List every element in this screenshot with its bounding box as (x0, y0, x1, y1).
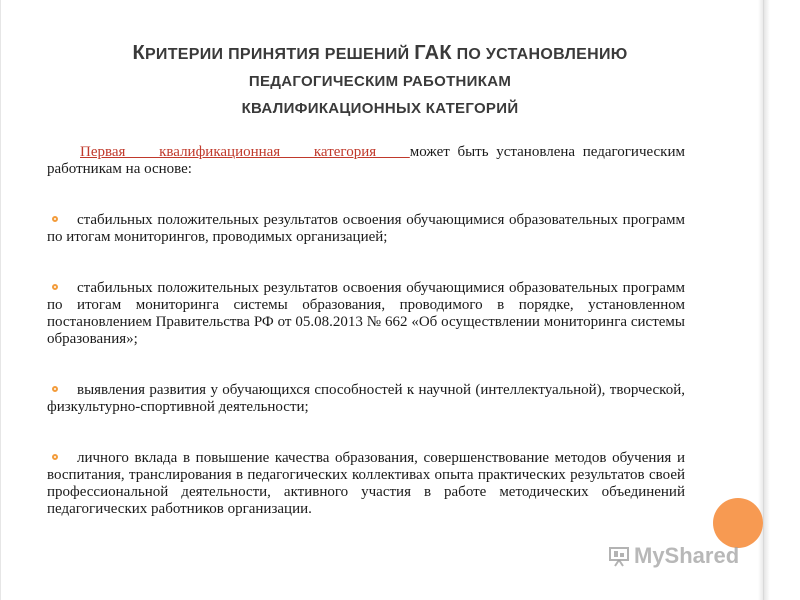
title-line-1-tail: ПО УСТАНОВЛЕНИЮ (451, 46, 628, 63)
category-link[interactable]: Первая квалификационная категория (80, 144, 410, 160)
bullet-circle-icon (52, 386, 58, 392)
list-item (47, 280, 685, 348)
slide-body (47, 144, 685, 552)
title-line-2: ПЕДАГОГИЧЕСКИМ РАБОТНИКАМ (248, 73, 512, 90)
intro-paragraph (47, 144, 685, 178)
bullet-circle-icon (52, 284, 58, 290)
title-line-1 (60, 40, 700, 68)
title-initial: К (132, 42, 145, 64)
title-abbr: ГАК (414, 42, 452, 64)
title-line-3: КВАЛИФИКАЦИОННЫХ КАТЕГОРИЙ (241, 100, 519, 117)
presentation-icon (608, 545, 630, 567)
list-item (47, 212, 685, 246)
list-item-text: стабильных положительных результатов освоения обучающимися образовательных программ по итогам мониторинга системы образования, проводимого в порядке, установленном постановлением Правительства РФ от 05.08.2013 № 662 «Об осуществлении мониторинга системы образования»; (47, 280, 685, 347)
list-item-text: стабильных положительных результатов освоения обучающимися образовательных программ по итогам мониторингов, проводимых организацией; (47, 212, 685, 245)
list-item (47, 382, 685, 416)
slide-title (60, 40, 700, 122)
watermark-text: MyShared (634, 543, 740, 568)
bullet-circle-icon (52, 454, 58, 460)
title-line-1-text: РИТЕРИИ ПРИНЯТИЯ РЕШЕНИЙ (144, 46, 415, 63)
bullet-circle-icon (52, 216, 58, 222)
list-item (47, 450, 685, 518)
intro-text: может быть установлена педагогическим работникам на основе: (47, 144, 685, 177)
list-item-text: выявления развития у обучающихся способностей к научной (интеллектуальной), творческой, физкультурно-спортивной деятельности; (47, 382, 685, 415)
watermark (608, 540, 778, 572)
list-item-text: личного вклада в повышение качества образования, совершенствование методов обучения и воспитания, транслирования в педагогических коллективах опыта практических результатов своей профессиональной деятельности, активного участия в работе методических объединений педагогических работников организации. (47, 450, 685, 517)
slide-right-divider (763, 0, 764, 600)
